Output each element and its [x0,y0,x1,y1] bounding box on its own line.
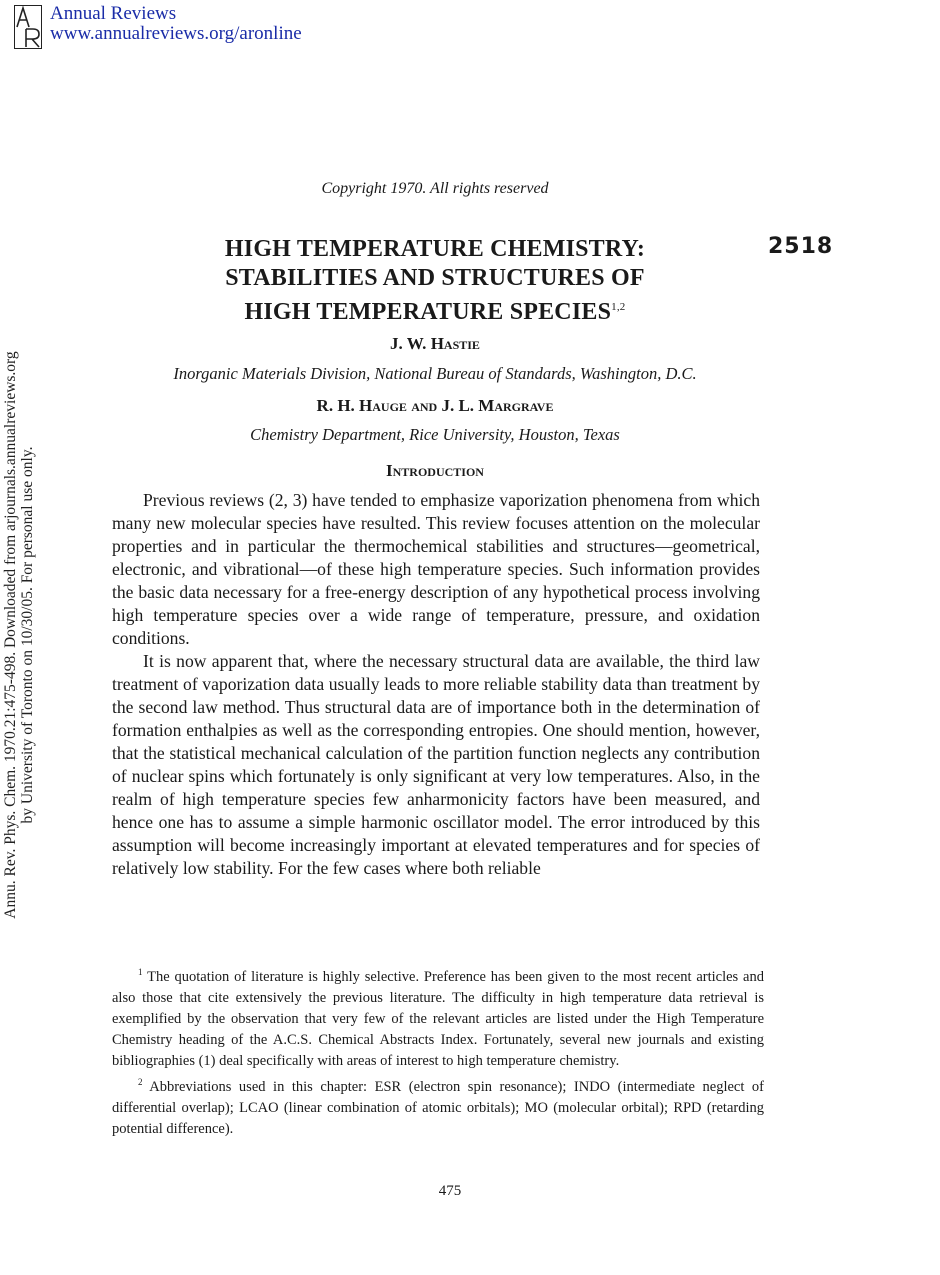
author-2: R. H. Hauge and J. L. Margrave [316,396,554,415]
paragraph-1: Previous reviews (2, 3) have tended to emphasize vaporization phenomena from which many new molecular species have resulted. This review focuses attention on the molecular properties and in particular the thermochemical stabilities and structures—geometrical, electronic, and vibrational—of these high temperature species. Such information provides the basic data necessary for a free-energy description of any hypothetical process involving high temperature species over a wide range of temperature, pressure, and oxidation conditions. [112,490,760,648]
page-number: 475 [438,1183,462,1199]
copyright-notice: Copyright 1970. All rights reserved [321,180,549,197]
affiliation-1: Inorganic Materials Division, National Bureau of Standards, Washington, D.C. [173,364,697,383]
brand-name-link[interactable]: Annual Reviews [50,3,177,24]
footnote-2-mark: 2 [138,1076,143,1087]
footnote-2-text: Abbreviations used in this chapter: ESR (electron spin resonance); INDO (intermediate neglect of differential overlap); LCAO (linear combination of atomic orbitals); MO (molecular orbital); RPD (retarding potential difference). [112,1078,764,1137]
article-title [170,235,700,327]
download-notice-line2: by University of Toronto on 10/30/05. For personal use only. [19,446,36,824]
footnotes [112,962,764,1140]
download-notice [2,330,42,940]
footnote-1 [112,962,764,1072]
title-footnote-marks: 1,2 [611,301,626,313]
header-brand [50,4,302,44]
author-1-surname: Hastie [430,334,480,353]
footnote-1-mark: 1 [138,967,143,977]
download-notice-line1: Annu. Rev. Phys. Chem. 1970.21:475-498. Downloaded from arjournals.annualreviews.org [2,351,19,919]
title-line1: HIGH TEMPERATURE CHEMISTRY: [224,236,646,262]
annual-reviews-logo-icon [14,5,42,49]
paragraph-2: It is now apparent that, where the necessary structural data are available, the third law treatment of vaporization data usually leads to more reliable stability data than treatment by the second law method. Thus structural data are of importance both in the determination of formation enthalpies as well as the corresponding entropies. One should mention, however, that the statistical mechanical calculation of the partition function neglects any contribution of nuclear spins which fortunately is only significant at very low temperatures. Also, in the realm of high temperature species few anharmonicity factors have been measured, and hence one has to assume a simple harmonic oscillator model. The error introduced by this assumption will become increasingly important at elevated temperatures and for species of relatively low stability. For the few cases where both reliable [112,651,760,878]
brand-url-link[interactable]: www.annualreviews.org/aronline [50,23,302,44]
title-line2: STABILITIES AND STRUCTURES OF [225,265,645,291]
body-text [112,489,760,880]
section-heading: Introduction [386,461,484,480]
author-1 [0,334,870,354]
title-line3: HIGH TEMPERATURE SPECIES [244,299,612,325]
footnote-1-text: The quotation of literature is highly selective. Preference has been given to the most recent articles and also those that cite extensively the previous literature. The difficulty in high temperature data retrieval is exemplified by the observation that very few of the relevant articles are listed under the High Temperature Chemistry heading of the A.C.S. Chemical Abstracts Index. Fortunately, several new journals and existing bibliographies (1) deal specifically with areas of interest to high temperature chemistry. [112,968,764,1069]
author-1-initials: J. W. [390,334,427,353]
affiliation-2: Chemistry Department, Rice University, Houston, Texas [250,425,620,444]
reference-code: 2518 [768,234,834,259]
footnote-2 [112,1072,764,1140]
